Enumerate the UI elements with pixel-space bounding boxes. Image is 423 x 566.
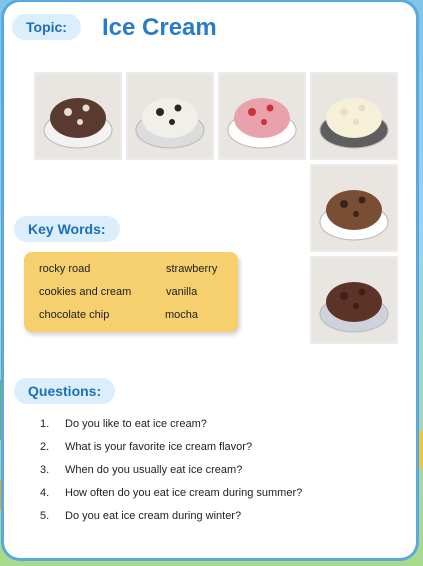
ice-cream-bowl-icon <box>128 74 212 158</box>
topping-shape <box>248 108 256 116</box>
scoop-shape <box>326 190 382 230</box>
topping-shape <box>340 200 348 208</box>
ice-cream-bowl-icon <box>312 258 396 342</box>
topping-shape <box>77 119 83 125</box>
ice-cream-bowl-icon <box>220 74 304 158</box>
topping-shape <box>359 105 366 112</box>
worksheet-card <box>4 2 416 558</box>
key-words-box <box>24 252 238 332</box>
topping-shape <box>359 197 366 204</box>
background-decoration <box>415 430 423 470</box>
key-words-label: Key Words: <box>14 216 120 242</box>
question-text: When do you usually eat ice cream? <box>65 464 243 476</box>
topping-shape <box>169 119 175 125</box>
scoop-shape <box>50 98 106 138</box>
topping-shape <box>267 105 274 112</box>
question-text: How often do you eat ice cream during summer? <box>65 487 303 499</box>
ice-cream-bowl-icon <box>312 74 396 158</box>
keyword-item: cookies and cream <box>39 286 132 298</box>
question-number: 4. <box>40 487 50 499</box>
topping-shape <box>64 108 72 116</box>
rocky-road-photo <box>34 72 122 160</box>
keyword-item: chocolate chip <box>39 309 110 321</box>
topping-shape <box>340 292 348 300</box>
scoop-shape <box>234 98 290 138</box>
question-number: 3. <box>40 464 50 476</box>
topping-shape <box>359 289 366 296</box>
topping-shape <box>261 119 267 125</box>
keyword-item: vanilla <box>166 286 198 298</box>
page-title: Ice Cream <box>102 14 217 41</box>
topic-label: Topic: <box>12 14 81 40</box>
scoop-shape <box>142 98 198 138</box>
question-number: 1. <box>40 418 50 430</box>
keyword-item: strawberry <box>166 263 218 275</box>
ice-cream-bowl-icon <box>312 166 396 250</box>
mocha-photo <box>310 256 398 344</box>
chocolate-chip-photo <box>310 164 398 252</box>
topping-shape <box>175 105 182 112</box>
topping-shape <box>353 211 359 217</box>
vanilla-photo <box>310 72 398 160</box>
strawberry-photo <box>218 72 306 160</box>
cookies-and-cream-photo <box>126 72 214 160</box>
topping-shape <box>156 108 164 116</box>
question-text: Do you like to eat ice cream? <box>65 418 207 430</box>
question-text: What is your favorite ice cream flavor? <box>65 441 253 453</box>
keyword-item: mocha <box>165 309 199 321</box>
scoop-shape <box>326 98 382 138</box>
topping-shape <box>83 105 90 112</box>
ice-cream-bowl-icon <box>36 74 120 158</box>
question-number: 2. <box>40 441 50 453</box>
question-number: 5. <box>40 510 50 522</box>
topping-shape <box>340 108 348 116</box>
topping-shape <box>353 119 359 125</box>
keyword-item: rocky road <box>39 263 91 275</box>
topping-shape <box>353 303 359 309</box>
scoop-shape <box>326 282 382 322</box>
question-text: Do you eat ice cream during winter? <box>65 510 242 522</box>
questions-label: Questions: <box>14 378 115 404</box>
